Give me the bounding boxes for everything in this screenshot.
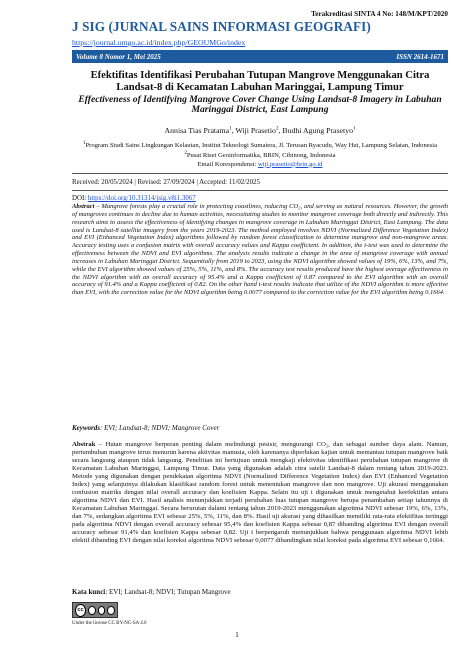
- affiliation-1: $^1$Program Studi Sains Lingkungan Kelautan, Institut Teknologi Sumatera, Jl. Terusan Ryacudu, Way Hui, Lampung Selatan, Indonesia: [82, 141, 438, 150]
- article-title-english: Effectiveness of Identifying Mangrove Cover Change Using Landsat-8 Imagery in Labuhan Maringgai District, East Lampung: [78, 94, 442, 116]
- abstrak-label: Abstrak: [72, 441, 96, 448]
- keywords-indonesian: [72, 588, 231, 596]
- doi-link[interactable]: https://doi.org/10.31314/jsig.v8i1.3067: [87, 195, 196, 202]
- abstract-label: Abstract: [72, 203, 95, 210]
- abstract-indonesian: [72, 441, 448, 545]
- doi-label: DOI:: [72, 195, 87, 202]
- email-label: Email Korespondensi:: [197, 160, 257, 168]
- volume-text: Volume 8 Nomor 1, Mei 2025: [76, 52, 161, 61]
- corresponding-email: [72, 161, 448, 169]
- abstract-indonesian-text: – Hutan mangrove berperan penting dalam melindungi pesisir, mengurangi CO₂, dan sebagai sumber daya alam. Namun, pertumbuhan mangrove terus menurun karena aktivitas manusia, oleh karenanya diperlukan kajian untuk memantau tutupan mangrove baik secara langsung ataupun tidak langsung. Penelitian ini bertujuan untuk mengkaji efektivitas identifikasi perubahan tutupan mangrove di Kecamatan Labuhan Maringgai, Lampung Timur. Data yang digunakan adalah citra satelit Landsat-8 dalam rentang tahun 2019-2023. Metode yang digunakan dengan pendekatan algoritma NDVI (Normalized Difference Vegetation Index) dan EVI (Enhanced Vegetation Index) yang selanjutnya dilakukan klasifikasi random forest untuk menentukan mangrove dan non mangrove. Uji akurasi menggunakan confusion matriks dengan nilai overall accuracy dan koefisien Kappa. Selain itu uji t digunakan untuk mengetahui keefektifan antara algoritma NDVI dan EVI. Hasil analisis menunjukkan terjadi perubahan luas tutupan mangrove berupa penambahan setiap tahunnya di Kecamatan Labuhan Maringgai. Secara berurutan dalami rentang tahun 2019-2023 menggunakan algoritma NDVI sebesar 19%, 6%, 13%, dan 7%, sedangkan algoritma EVI sebesar 25%, 5%, 11%, dan 8%. Hasil uji akurasi yang dihasilkan memiliki rata-rata efektifitas tertinggi pada algoritma NDVI dengan overall accuracy sebesar 95,4% dan koefisien Kappa sebesar 0,87 dibanding algoritma EVI dengan overall accuracy sebesar 91,4% dan koefisien Kappa sebesar 0,82. Uji t berpengaruh menunjukkan bahwa penggunaan algoritma NDVI lebih efektif dibanding EVI dengan nilai koreksi algoritma NDVI sebesar 0,0077 dibandingkan nilai koreksi pada algoritma EVI sebesar 0,1664.: [72, 441, 448, 544]
- author-list: Annisa Tias Pratama$^1$, Wiji Prasetio$^2$, Budhi Agung Prasetyo$^1$: [164, 126, 356, 135]
- cc-logo-icon: cc: [75, 604, 86, 617]
- by-icon: [88, 606, 96, 615]
- doi-line: [72, 195, 196, 202]
- abstract-english: [72, 203, 448, 297]
- keywords-english-text: : EVI; Landsat-8; NDVI; Mangrove Cover: [100, 424, 220, 432]
- affiliations: [72, 140, 448, 169]
- author-sup: 1: [352, 126, 356, 132]
- author-sup: 1: [229, 126, 232, 132]
- license-text: Under the license CC BY-NC-SA 4.0: [72, 621, 147, 626]
- keywords-english: [72, 424, 219, 432]
- article-title-indonesian: Efektifitas Identifikasi Perubahan Tutupan Mangrove Menggunakan Citra Landsat-8 di Kecamatan Labuhan Maringgai, Lampung Timur: [90, 70, 430, 93]
- keywords-indonesian-text: : EVI; Landsat-8; NDVI; Tutupan Mangrove: [105, 588, 231, 596]
- author-name: Budhi Agung Prasetyo: [282, 126, 353, 135]
- kata-kunci-label: Kata kunci: [72, 588, 106, 596]
- author-name: Annisa Tias Pratama: [164, 126, 230, 135]
- divider-dates: [72, 190, 448, 191]
- affiliation-2: $^2$Pusat Riset Geoinformatika, BRIN, Cibinong, Indonesia: [184, 151, 336, 160]
- issn-text: ISSN 2614-1671: [396, 52, 444, 61]
- accreditation-text: Terakreditasi SINTA 4 No: 148/M/KPT/2020: [311, 10, 448, 18]
- abstract-english-text: – Mangrove forests play a crucial role in protecting coastlines, reducing CO₂, and serving as natural resources. However, the growth of mangroves continues to decline due to human activities, necessitating studies to monitor mangrove coverage both directly and indirectly. This research aims to assess the effectiveness of identifying changes in mangrove coverage in Labuhan Maringgai District, East Lampung. The data used is Landsat-8 satellite imagery from the years 2019-2023. The method employed involves NDVI (Normalized Difference Vegetation Index) and EVI (Enhanced Vegetation Index) algorithms followed by random forest classification to determine mangrove and non-mangrove areas. Accuracy testing uses a confusion matrix with overall accuracy values and Kappa coefficient. In addition, the t-test was used to determine the effectiveness between the NDVI and EVI algorithms. The analysis results indicate a change in the area of mangrove coverage with annual increases in Labuhan Maringgai District. Sequentially from 2019 to 2023, using the NDVI algorithm showed values of 19%, 6%, 13%, and 7%, while the EVI algorithm showed values of 25%, 5%, 11%, and 8%. The accuracy test results produced have the highest average effectiveness in the NDVI algorithm with an overall accuracy of 95.4% and a Kappa coefficient of 0.87 compared to the EVI algorithm with an overall accuracy of 91.4% and a Kappa coefficient of 0.82. On the other hand t-test results indicate that utilize of the NDVI algorithm is more effective than EVI, with the correction value for the NDVI algorithm being 0.0077 compared to the correction value for the EVI algorithm being 0.1664.: [72, 203, 448, 297]
- cc-license-badge: [72, 602, 118, 618]
- volume-bar: [72, 50, 448, 63]
- journal-title: J SIG (JURNAL SAINS INFORMASI GEOGRAFI): [72, 19, 371, 34]
- sa-icon: [107, 606, 115, 615]
- author-name: Wiji Prasetio: [235, 126, 276, 135]
- article-dates: Received: 20/05/2024 | Revised: 27/09/2024 | Accepted: 11/02/2025: [72, 179, 260, 186]
- divider-top: [72, 173, 448, 174]
- keywords-label: Keywords: [72, 424, 100, 432]
- author-sup: 2: [275, 126, 279, 132]
- email-link[interactable]: wiji.prasetio@brin.go.id: [257, 160, 323, 168]
- journal-url-link[interactable]: https://journal.umgo.ac.id/index.php/GEOUMGo/index: [72, 38, 246, 47]
- page-number: 1: [235, 630, 239, 639]
- nc-icon: [98, 606, 106, 615]
